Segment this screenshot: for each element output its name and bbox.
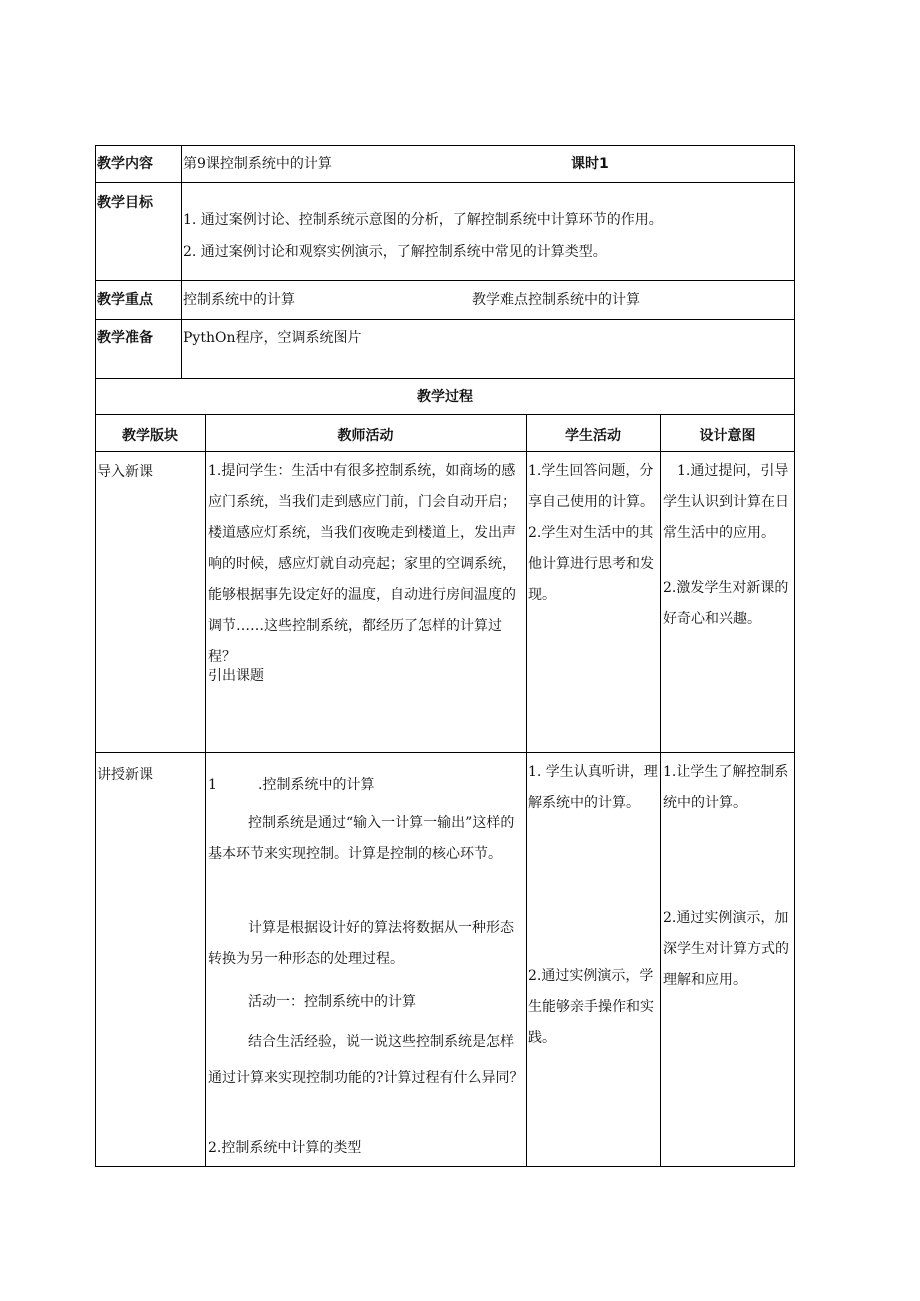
col-header-intent: 设计意图 [699, 428, 756, 444]
row-divider [95, 414, 795, 415]
teaching-section-heading: .控制系统中的计算 [258, 777, 375, 793]
teaching-student-activity: 2.通过实例演示，学生能够亲手操作和实践。 [528, 968, 654, 1046]
process-title: 教学过程 [417, 389, 473, 405]
content-label: 教学内容 [97, 156, 153, 172]
teaching-student-activity: 1. 学生认真听讲，理解系统中的计算。 [528, 764, 658, 811]
col-header-student: 学生活动 [565, 428, 621, 444]
prep-label: 教学准备 [97, 330, 153, 346]
teaching-paragraph: 结合生活经验，说一说这些控制系统是怎样通过计算来实现控制功能的?计算过程有什么异同？ [208, 1034, 524, 1086]
lesson-title: 第9课控制系统中的计算 [183, 156, 332, 172]
row-divider [95, 182, 795, 183]
block-teaching: 讲授新课 [97, 767, 153, 783]
row-divider [95, 378, 795, 379]
goal-item: 1. 通过案例讨论、控制系统示意图的分析，了解控制系统中计算环节的作用。 [183, 212, 663, 228]
row-divider [95, 280, 795, 281]
focus-label: 教学重点 [97, 292, 153, 308]
prep-value: PythOn程序，空调系统图片 [183, 330, 362, 346]
teaching-section-two: 2.控制系统中计算的类型 [208, 1140, 362, 1156]
row-divider [95, 319, 795, 320]
teaching-paragraph: 计算是根据设计好的算法将数据从一种形态转换为另一种形态的处理过程。 [208, 920, 514, 967]
difficulty-value: 教学难点控制系统中的计算 [472, 292, 640, 308]
col-divider [660, 414, 661, 1167]
teaching-design-intent: 2.通过实例演示，加深学生对计算方式的理解和应用。 [663, 910, 789, 988]
goals-label: 教学目标 [97, 195, 153, 211]
intro-student-activity: 1.学生回答问题，分享自己使用的计算。2.学生对生活中的其他计算进行思考和发现。 [528, 463, 654, 603]
goal-item: 2. 通过案例讨论和观察实例演示，了解控制系统中常见的计算类型。 [183, 244, 607, 260]
row-divider [95, 451, 795, 452]
intro-teacher-activity: 1.提问学生：生活中有很多控制系统，如商场的感应门系统，当我们走到感应门前，门会自动开启；楼道感应灯系统，当我们夜晚走到楼道上，发出声响的时候，感应灯就自动亮起；家里的空调系统，能够根据事先设定好的温度，自动进行房间温度的调节……这些控制系统，都经历了怎样的计算过程？ [208, 463, 516, 665]
focus-value: 控制系统中的计算 [183, 292, 295, 308]
lesson-period: 课时1 [571, 156, 609, 172]
col-header-teacher: 教师活动 [337, 428, 394, 444]
row-divider [95, 752, 795, 753]
intro-design-intent: 1.通过提问，引导学生认识到计算在日常生活中的应用。 [663, 463, 789, 541]
col-header-block: 教学版块 [122, 428, 178, 444]
col-divider [526, 414, 527, 1167]
teaching-activity-one: 活动一：控制系统中的计算 [248, 994, 416, 1010]
col-divider [205, 414, 206, 1167]
teaching-section-number: 1 [208, 777, 217, 793]
teaching-paragraph: 控制系统是通过“输入一计算一输出”这样的基本环节来实现控制。计算是控制的核心环节。 [208, 815, 515, 862]
teaching-design-intent: 1.让学生了解控制系统中的计算。 [663, 764, 789, 811]
block-intro: 导入新课 [97, 464, 153, 480]
col-divider [181, 145, 182, 378]
intro-teacher-extra: 引出课题 [208, 668, 264, 684]
intro-design-intent-2: 2.激发学生对新课的好奇心和兴趣。 [663, 580, 789, 627]
